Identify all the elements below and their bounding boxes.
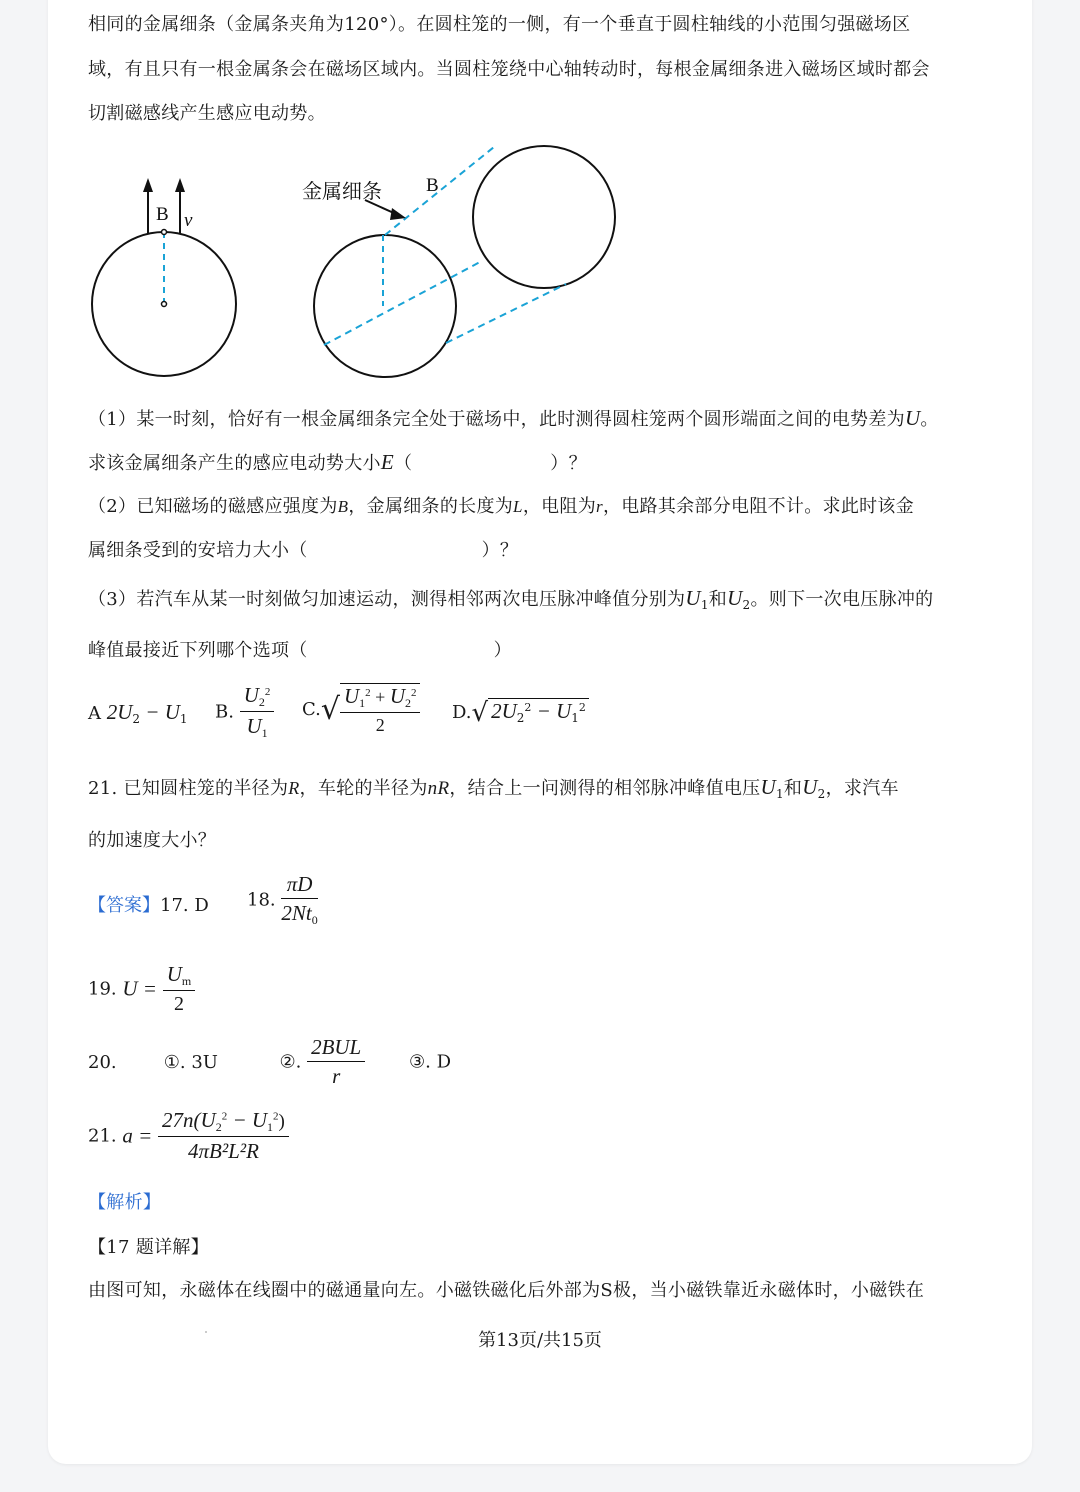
answer-17: 【答案】17. D bbox=[88, 895, 209, 916]
cylinder-cage-diagram bbox=[80, 130, 640, 390]
question-21-line-1: 21. 已知圆柱笼的半径为R，车轮的半径为nR，结合上一问测得的相邻脉冲峰值电压$U_1$和$U_2$，求汽车 bbox=[88, 775, 899, 801]
label-B-right: B bbox=[426, 175, 439, 196]
answer-20: 20. ①. 3U ②. $\frac{\text{2BUL}}{r}$ ③. D bbox=[88, 1035, 451, 1088]
question-21-line-2: 的加速度大小？ bbox=[88, 830, 217, 851]
front-end-circle bbox=[314, 235, 456, 377]
answer-18: 18. $\frac{\pi D}{2Nt_0}$ bbox=[247, 872, 318, 927]
paragraph-line: 切割磁感线产生感应电动势。 bbox=[88, 103, 326, 124]
v-arrow-head bbox=[175, 178, 185, 192]
option-a[interactable]: A $2U_2 - U_1$ bbox=[88, 700, 188, 726]
question-1-line-1: （1）某一时刻，恰好有一根金属细条完全处于磁场中，此时测得圆柱笼两个圆形端面之间的电势差为U。 bbox=[88, 406, 939, 430]
center-dot bbox=[162, 302, 167, 307]
option-c[interactable]: C.√ $\frac{U_1^2 + U_2^2}{2}$ bbox=[302, 683, 420, 736]
page-footer: 第13页/共15页 bbox=[478, 1330, 602, 1351]
question-2-line-2: 属细条受到的安培力大小（ ）？ bbox=[88, 540, 519, 561]
B-arrow-head bbox=[143, 178, 153, 192]
strip-dot bbox=[162, 230, 167, 235]
paragraph-line: 相同的金属细条（金属条夹角为120°）。在圆柱笼的一侧，有一个垂直于圆柱轴线的小范围匀强磁场区 bbox=[88, 14, 911, 35]
cylinder-edge-bottom bbox=[446, 284, 566, 343]
paragraph-line: 域，有且只有一根金属条会在磁场区域内。当圆柱笼绕中心轴转动时，每根金属细条进入磁场区域时都会 bbox=[88, 59, 930, 80]
analysis-tag: 【解析】 bbox=[88, 1192, 162, 1213]
question-2-line-1: （2）已知磁场的磁感应强度为B，金属细条的长度为L，电阻为r，电路其余部分电阻不计。求此时该金 bbox=[88, 496, 915, 517]
q17-detail-tag: 【17 题详解】 bbox=[88, 1237, 210, 1258]
option-d[interactable]: D.√ $2U_2^2 - U_1^2$ bbox=[452, 698, 589, 728]
back-end-circle bbox=[473, 146, 615, 288]
label-B: B bbox=[156, 204, 169, 225]
pointer-arrow-head bbox=[390, 208, 406, 220]
question-1-line-2: 求该金属细条产生的感应电动势大小E（ ）？ bbox=[88, 450, 587, 474]
answer-tag: 【答案】 bbox=[88, 895, 160, 916]
answer-21: 21. a = $\frac{27n(U_2^2 - U_1^2)}{\text{4πB²L²R}}$ bbox=[88, 1108, 289, 1164]
question-3-line-1: （3）若汽车从某一时刻做匀加速运动，测得相邻两次电压脉冲峰值分别为$U_1$和$U_2$。则下一次电压脉冲的 bbox=[88, 586, 934, 612]
label-metal-strip: 金属细条 bbox=[302, 179, 382, 203]
option-b[interactable]: B. $\frac{U_2^2}{U_1}$ bbox=[215, 683, 274, 741]
question-3-line-2: 峰值最接近下列哪个选项（ ） bbox=[88, 640, 512, 661]
q17-detail-line: 由图可知，永磁体在线圈中的磁通量向左。小磁铁磁化后外部为S极，当小磁铁靠近永磁体时，小磁铁在 bbox=[88, 1280, 925, 1301]
answer-19: 19. U = $\frac{U_m}{2}$ bbox=[88, 962, 195, 1016]
label-v: v bbox=[184, 210, 193, 231]
